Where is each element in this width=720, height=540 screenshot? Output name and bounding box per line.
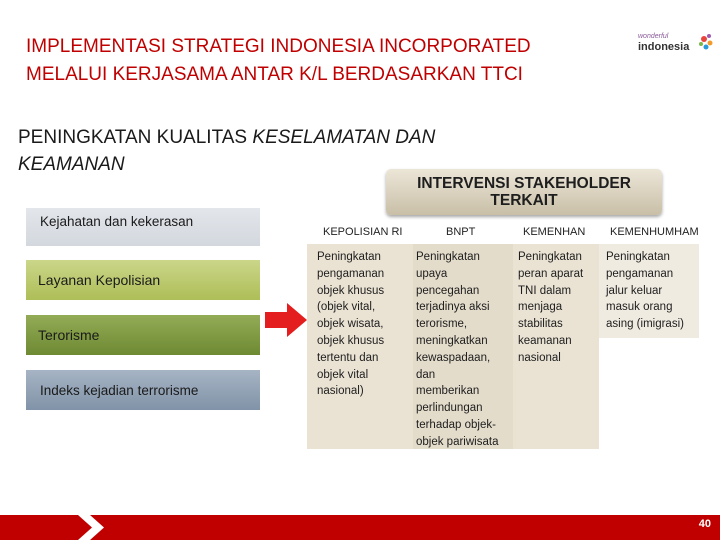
section-heading-emphasis-2: KEAMANAN <box>18 154 125 175</box>
issue-item-label: Layanan Kepolisian <box>38 272 161 288</box>
red-arrow-right-icon <box>265 303 307 337</box>
slide-title-line1: IMPLEMENTASI STRATEGI INDONESIA INCORPORATED <box>26 36 531 57</box>
logo-small-text: wonderful <box>638 33 669 40</box>
column-text-polri: Peningkatan pengamanan objek khusus (objek vital, objek wisata, objek khusus tertentu dan objek vital nasional) <box>317 251 385 398</box>
column-text-bnpt: Peningkatan upaya pencegahan terjadinya aksi terorisme, meningkatkan kewaspadaan, dan memberikan perlindungan terhadap objek- objek pariwisata <box>416 251 499 448</box>
page-number: 40 <box>698 518 711 530</box>
issue-item-terrorism-index <box>26 370 260 410</box>
stakeholder-banner-line1: INTERVENSI STAKEHOLDER <box>417 175 631 192</box>
stakeholder-banner-line2: TERKAIT <box>490 192 558 209</box>
column-header-bnpt: BNPT <box>446 226 476 238</box>
column-text-kemenhumham: Peningkatan pengamanan jalur keluar masuk orang asing (imigrasi) <box>606 251 684 331</box>
column-text-kemenhan: Peningkatan peran aparat TNI dalam menjaga stabilitas keamanan nasional <box>518 251 584 364</box>
section-heading-emphasis-1: KESELAMATAN DAN <box>252 127 436 148</box>
chevron-right-icon <box>78 515 104 540</box>
section-heading-prefix: PENINGKATAN KUALITAS <box>18 127 253 148</box>
stakeholder-banner <box>386 169 662 215</box>
issue-item-label: Terorisme <box>38 327 100 343</box>
logo-big-text: indonesia <box>638 41 690 53</box>
column-header-polri: KEPOLISIAN RI <box>323 226 403 238</box>
footer-bar <box>0 515 720 540</box>
issue-item-label: Indeks kejadian terrorisme <box>40 382 199 398</box>
issue-item-terrorism <box>26 315 260 355</box>
column-header-kemenhan: KEMENHAN <box>523 226 586 238</box>
issue-item-label: Kejahatan dan kekerasan <box>40 214 194 229</box>
slide-title <box>26 33 586 89</box>
wonderful-indonesia-logo <box>632 25 716 65</box>
column-header-kemenhumham: KEMENHUMHAM <box>610 226 699 238</box>
logo-flower-icon <box>699 34 713 50</box>
issue-item-police-service <box>26 260 260 300</box>
slide-title-line2: MELALUI KERJASAMA ANTAR K/L BERDASARKAN TTCI <box>26 64 523 85</box>
issue-item-crime <box>26 208 260 246</box>
